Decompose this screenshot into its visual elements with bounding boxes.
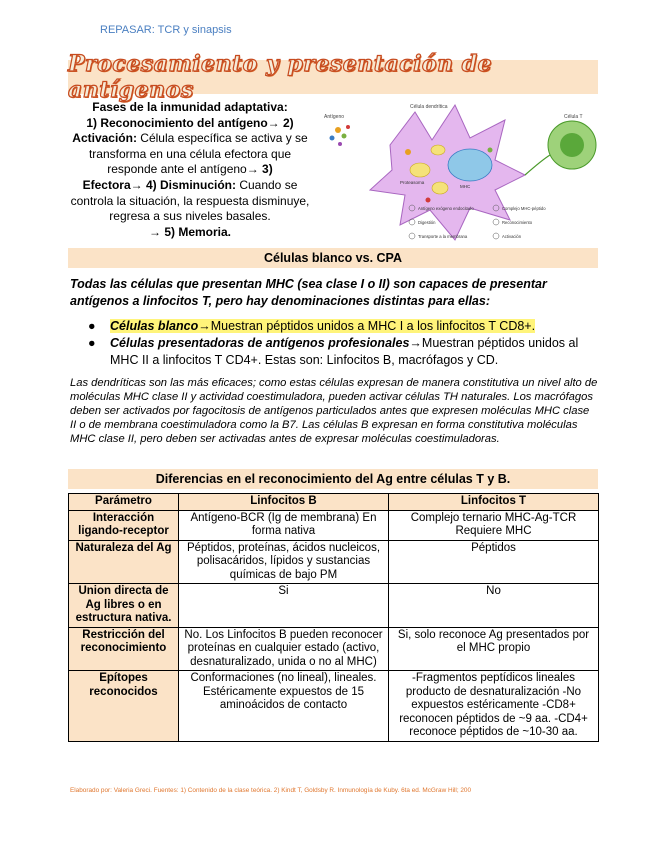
table-cell: No: [389, 584, 599, 628]
bullet-icon: ●: [88, 336, 96, 350]
synapse-line: [525, 155, 550, 175]
t-cell-nucleus: [560, 133, 584, 157]
phases-block: [70, 100, 310, 240]
vesicle-2: [431, 145, 445, 155]
table-cell: Complejo ternario MHC-Ag-TCR Requiere MHC: [389, 510, 599, 540]
antigen-dot: [405, 149, 411, 155]
antigen-dot: [426, 198, 431, 203]
legend-3: Transporte a la membrana: [418, 234, 468, 239]
phase-2-text: Célula específica se activa y se transforma en una célula efectora que responde ante el antígeno: [88, 131, 308, 177]
column-header: Linfocitos B: [179, 494, 389, 511]
table-cell: Union directa de Ag libres o en estructura nativa.: [69, 584, 179, 628]
table-header-row: [69, 494, 599, 511]
section1-paragraph: Las dendríticas son las más eficaces; como estas células expresan de manera constitutiva un nivel alto de moléculas MHC clase II y actividad coestimuladora, pueden activar células TH naturales. Los macrófagos deben ser activados por fagocitosis de antígenos particulados antes que expresen moléculas MHC clase II o de membrana coestimuladora como la B7. Las células B expresan en forma constitutiva moléculas MHC clase II, pero deben ser activadas antes de expresar moléculas coestimuladoras.: [70, 377, 598, 445]
table-cell: Antígeno-BCR (Ig de membrana) En forma nativa: [179, 510, 389, 540]
section1-intro: Todas las células que presentan MHC (sea clase I o II) son capaces de presentar antígenos a linfocitos T, pero hay denominaciones distintas para ellas:: [70, 277, 547, 308]
table-cell: -Fragmentos peptídicos lineales producto de desnaturalización -No expuestos estéricamente -CD8+ reconocen péptidos de ~9 aa. -CD4+ reconoce péptidos de ~10-30 aa.: [389, 671, 599, 742]
phase-5: → 5) Memoria.: [148, 224, 232, 239]
endosome: [410, 163, 430, 177]
cell-type-list: [70, 318, 598, 369]
legend-6: Activación: [502, 234, 522, 239]
phases-heading: Fases de la inmunidad adaptativa:: [92, 100, 288, 114]
legend-5: Reconocimiento: [502, 220, 533, 225]
table-row: [69, 510, 599, 540]
comparison-table: [68, 493, 599, 742]
phase-2-arrow: → 3): [246, 162, 273, 177]
table-cell: Interacción ligando-receptor: [69, 510, 179, 540]
column-header: Linfocitos T: [389, 494, 599, 511]
table-cell: Conformaciones (no lineal), lineales. Estéricamente expuestos de 15 aminoácidos de contacto: [179, 671, 389, 742]
antigen-label: Antígeno: [324, 114, 345, 120]
table-row: [69, 627, 599, 671]
bullet-text: →Muestran péptidos unidos al MHC II a linfocitos T CD4+. Estas son: Linfocitos B, macrófagos y CD.: [110, 336, 579, 367]
cell-label: Célula dendrítica: [410, 104, 448, 110]
phase-1: 1) Reconocimiento del antígeno: [86, 115, 268, 130]
table-cell: Restricción del reconocimiento: [69, 627, 179, 671]
page-title: Procesamiento y presentación de antígenos: [68, 51, 493, 103]
list-item: [70, 318, 598, 335]
table-cell: Péptidos: [389, 540, 599, 584]
bullet-term: Células blanco: [110, 319, 199, 333]
legend-4: Complejo MHC-péptido: [502, 206, 546, 211]
bullet-term: Células presentadoras de antígenos profesionales: [110, 336, 410, 350]
proteasome-label: Proteasoma: [400, 180, 425, 185]
table-cell: Naturaleza del Ag: [69, 540, 179, 584]
phase-1-arrow: → 2): [267, 115, 294, 130]
legend-2: Digestión: [418, 220, 436, 225]
section2-heading-band: [68, 469, 598, 489]
mhc-label: MHC: [460, 184, 471, 189]
bullet-icon: ●: [88, 319, 96, 333]
table-cell: Epítopes reconocidos: [69, 671, 179, 742]
table-row: [69, 671, 599, 742]
t-cell-label: Célula T: [564, 114, 583, 120]
table-cell: Si, solo reconoce Ag presentados por el MHC propio: [389, 627, 599, 671]
antigen-processing-diagram: [320, 100, 600, 250]
legend-1: Antígeno exógeno endocitado: [418, 206, 474, 211]
section2-heading: Diferencias en el reconocimiento del Ag entre células T y B.: [155, 472, 511, 486]
section1-heading: Células blanco vs. CPA: [263, 251, 402, 265]
phase-4-text: Cuando se controla la situación, la respuesta disminuye, regresa a sus niveles basales.: [70, 177, 310, 224]
antigen-cluster: [330, 125, 351, 146]
list-item: [70, 335, 598, 369]
table-row: [69, 540, 599, 584]
header-link[interactable]: REPASAR: TCR y sinapsis: [100, 24, 232, 36]
antigen-dot: [488, 148, 493, 153]
table-row: [69, 584, 599, 628]
section1-heading-band: [68, 248, 598, 268]
table-cell: No. Los Linfocitos B pueden reconocer proteínas en cualquier estado (activo, desnaturalizado, unida o no al MHC): [179, 627, 389, 671]
phase-3-arrow: → 4) Disminución:: [130, 177, 236, 192]
column-header: Parámetro: [69, 494, 179, 511]
footer-credits: Elaborado por: Valeria Greci. Fuentes: 1) Contenido de la clase teórica. 2) Kindt T, Goldsby R. Inmunología de Kuby. 6ta ed. McGraw Hill; 200: [70, 787, 472, 794]
phase-2-label: Activación:: [72, 131, 137, 146]
phase-3-label: Efectora: [82, 177, 131, 192]
bullet-text: →Muestran péptidos unidos a MHC I a los linfocitos T CD8+.: [198, 319, 536, 333]
table-cell: Péptidos, proteínas, ácidos nucleicos, polisacáridos, lípidos y sustancias químicas de bajo PM: [179, 540, 389, 584]
table-cell: Si: [179, 584, 389, 628]
nucleus: [448, 149, 492, 181]
vesicle: [432, 182, 448, 194]
title-band: [68, 51, 598, 103]
